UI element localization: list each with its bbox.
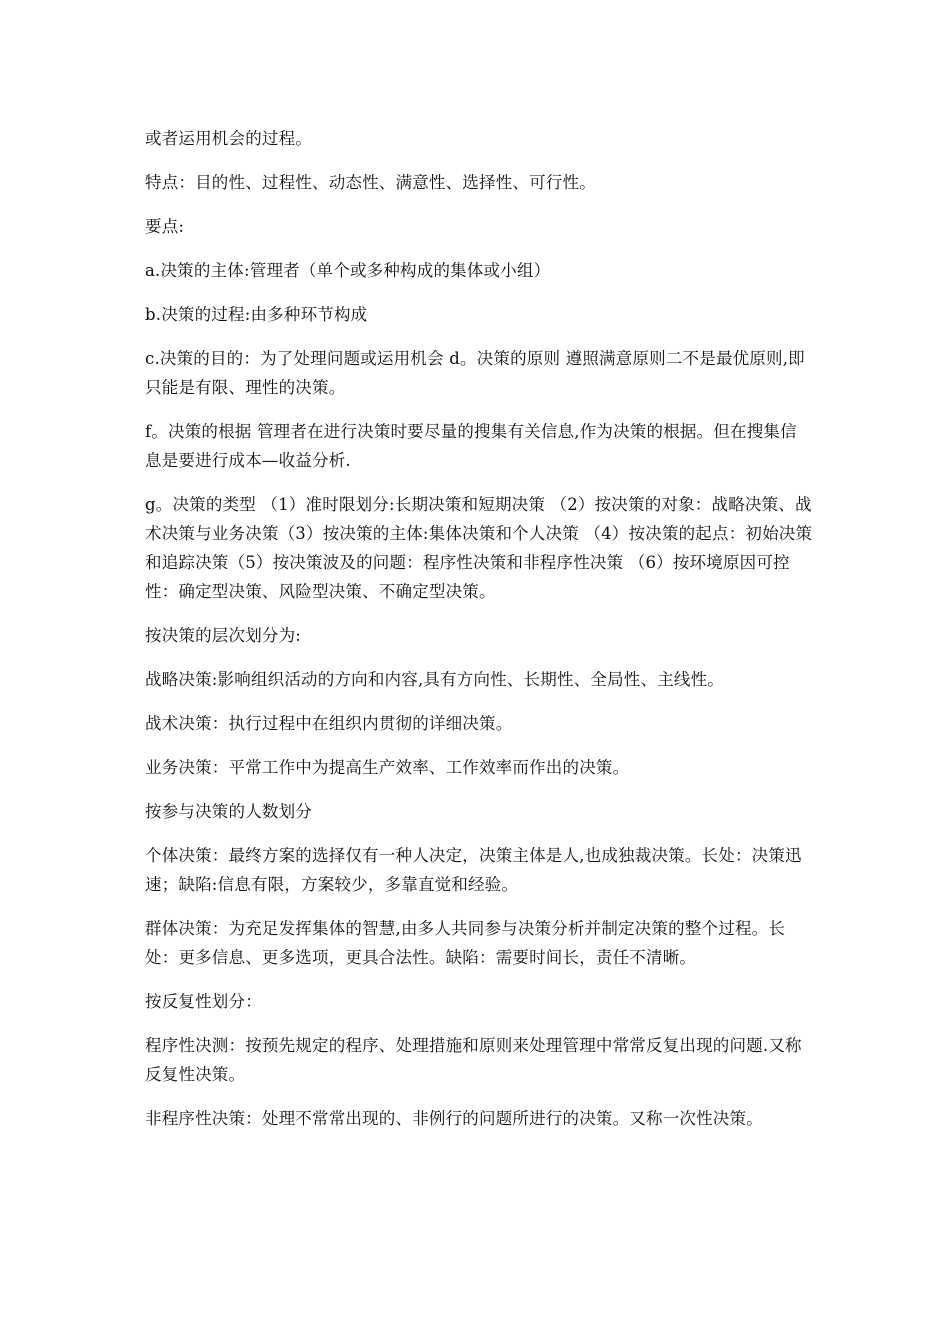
paragraph-by-repetition-heading: 按反复性划分： [145,992,262,1011]
paragraph-strategic-decision: 战略决策:影响组织活动的方向和内容,具有方向性、长期性、全局性、主线性。 [145,670,725,689]
document-page [145,124,813,1148]
paragraph-tactical-decision: 战术决策：执行过程中在组织内贯彻的详细决策。 [145,714,513,733]
paragraph-point-a: a.决策的主体:管理者（单个或多种构成的集体或小组） [145,261,551,280]
paragraph-point-g: g。决策的类型 （1）准时限划分:长期决策和短期决策 （2）按决策的对象：战略决策、战术决策与业务决策（3）按决策的主体:集体决策和个人决策 （4）按决策的起点：初始决策和追踪决策（5）按决策波及的问题：程序性决策和非程序性决策 （6）按环境原因可控性：确定型决策、风险型决策、不确定型决策。 [145,495,813,601]
paragraph-individual-decision: 个体决策：最终方案的选择仅有一种人决定，决策主体是人,也成独裁决策。长处：决策迅速；缺陷:信息有限，方案较少，多靠直觉和经验。 [145,846,802,894]
paragraph-continuation: 或者运用机会的过程。 [145,129,312,148]
paragraph-by-participants-heading: 按参与决策的人数划分 [145,802,312,821]
paragraph-operational-decision: 业务决策：平常工作中为提高生产效率、工作效率而作出的决策。 [145,758,630,777]
paragraph-point-f: f。决策的根据 管理者在进行决策时要尽量的搜集有关信息,作为决策的根据。但在搜集信息是要进行成本—收益分析. [145,422,797,470]
paragraph-point-b: b.决策的过程:由多种环节构成 [145,305,368,324]
paragraph-characteristics: 特点：目的性、过程性、动态性、满意性、选择性、可行性。 [145,173,596,192]
paragraph-key-points-heading: 要点: [145,217,185,236]
paragraph-nonprogrammed-decision: 非程序性决策：处理不常常出现的、非例行的问题所进行的决策。又称一次性决策。 [145,1109,763,1128]
paragraph-group-decision: 群体决策：为充足发挥集体的智慧,由多人共同参与决策分析并制定决策的整个过程。长处：更多信息、更多选项，更具合法性。缺陷：需要时间长，责任不清晰。 [145,919,786,967]
paragraph-by-level-heading: 按决策的层次划分为: [145,626,302,645]
paragraph-point-c-d: c.决策的目的：为了处理问题或运用机会 d。决策的原则 遵照满意原则二不是最优原则,即只能是有限、理性的决策。 [145,349,805,397]
paragraph-programmed-decision: 程序性决测：按预先规定的程序、处理措施和原则来处理管理中常常反复出现的问题.又称反复性决策。 [145,1036,802,1084]
